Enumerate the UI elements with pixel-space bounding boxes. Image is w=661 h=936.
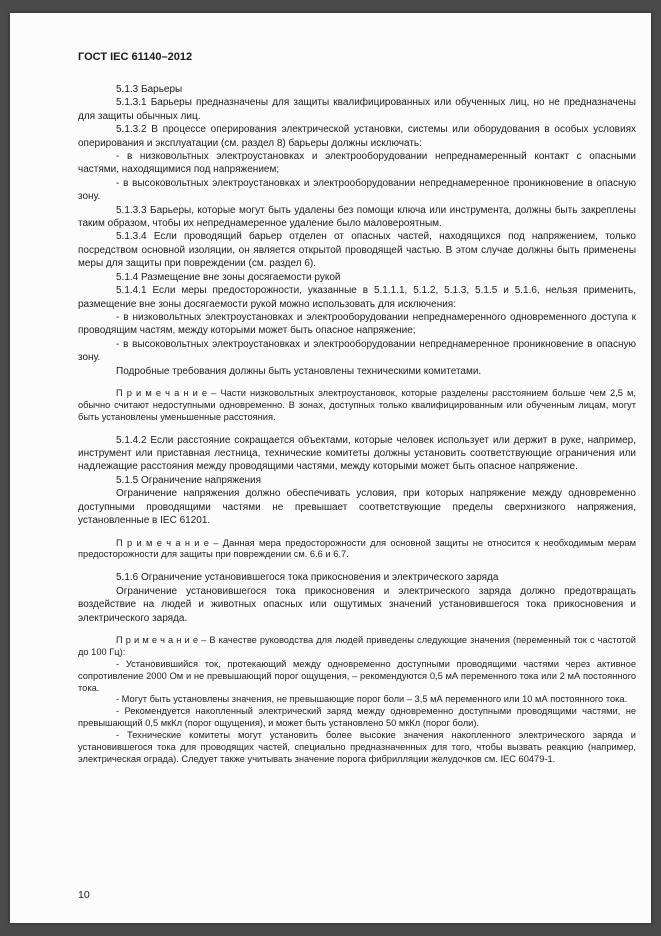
document-standard-title: ГОСТ IEC 61140–2012 bbox=[78, 51, 193, 63]
document-body bbox=[78, 83, 636, 766]
paragraph-5-1-4-1: 5.1.4.1 Если меры предосторожности, указанные в 5.1.1.1, 5.1.2, 5.1.3, 5.1.5 и 5.1.6, нельзя применить, размещение вне зоны досягаемости рукой можно использовать для исключения: bbox=[78, 285, 636, 310]
paragraph-5-1-3-1: 5.1.3.1 Барьеры предназначены для защиты квалифицированных или обученных лиц, но не предназначены для защиты обычных лиц. bbox=[78, 97, 636, 122]
page-number: 10 bbox=[78, 889, 90, 901]
paragraph-detailed-requirements: Подробные требования должны быть установлены техническими комитетами. bbox=[116, 365, 482, 377]
paragraph-current-limit: Ограничение установившегося тока прикосновения и электрического заряда должно предотвращать воздействие на людей и животных опасных или ощутимых значений установившегося тока прикосновения и электрического заряда. bbox=[78, 585, 636, 624]
paragraph-voltage-limit: Ограничение напряжения должно обеспечивать условия, при которых напряжение между одновременно доступными проводящими частями не превышает соответствующие пределы сверхнизкого напряжения, установленные в IEC 61201. bbox=[78, 488, 636, 527]
list-item-dash: - в высоковольтных электроустановках и электрооборудовании непреднамеренное проникновение в опасную зону. bbox=[78, 177, 636, 203]
section-heading-5-1-6: 5.1.6 Ограничение установившегося тока прикосновения и электрического заряда bbox=[116, 572, 499, 584]
note-paragraph: П р и м е ч а н и е – Части низковольтных электроустановок, которые разделены расстоянием больше чем 2,5 м, обычно считают недоступными одновременно. В зонах, доступных только квалифицированным или обученным лицам, могут быть установлены уменьшенные расстояния. bbox=[78, 387, 636, 422]
note-paragraph: П р и м е ч а н и е – Данная мера предосторожности для основной защиты не относится к необходимым мерам предосторожности для защиты при повреждении см. 6.6 и 6.7. bbox=[78, 537, 636, 560]
paragraph-5-1-3-4: 5.1.3.4 Если проводящий барьер отделен от опасных частей, находящихся под напряжением, только посредством основной изоляции, он является открытой проводящей частью. В этом случае должны быть применены меры для защиты при повреждении (см. раздел 6). bbox=[78, 231, 636, 270]
note-list-item-dash: - Рекомендуется накопленный электрический заряд между одновременно доступными проводящими частями, не превышающий 0,5 мкКл (порог ощущения), и может быть установлено 50 мкКл (порог боли). bbox=[78, 706, 636, 729]
paragraph-5-1-4-2: 5.1.4.2 Если расстояние сокращается объектами, которые человек использует или держит в руке, например, инструмент или приставная лестница, технические комитеты должны установить соответствующие ограничения или надлежащие расстояния между проводящими частями, между которыми может быть опасное напряжение. bbox=[78, 434, 636, 473]
list-item-dash: - в низковольтных электроустановках и электрооборудовании непреднамеренного одновременного доступа к проводящим частям, между которыми может быть опасное напряжение; bbox=[78, 311, 636, 337]
note-list-item-dash: - Технические комитеты могут установить более высокие значения накопленного электрического заряда и установившегося тока для проводящих частей, специально предназначенных для того, чтобы вызвать реакцию (например, электрическая ограда). Следует также учитывать значение порога фибрилляции желудочков см. IEC 60479-1. bbox=[78, 730, 636, 764]
list-item-dash: - в высоковольтных электроустановках и электрооборудовании непреднамеренное проникновение в опасную зону. bbox=[78, 338, 636, 364]
document-page bbox=[10, 13, 651, 923]
section-heading-5-1-4: 5.1.4 Размещение вне зоны досягаемости рукой bbox=[116, 271, 341, 283]
section-heading-5-1-3: 5.1.3 Барьеры bbox=[116, 84, 183, 95]
note-list-item-dash: - Могут быть установлены значения, не превышающие порог боли – 3,5 мА переменного или 10 мА постоянного тока. bbox=[116, 694, 628, 705]
list-item-dash: - в низковольтных электроустановках и электрооборудовании непреднамеренный контакт с опасными частями, находящимися под напряжением; bbox=[78, 151, 636, 176]
note-list-item-dash: - Установившийся ток, протекающий между одновременно доступными проводящими частями через активное сопротивление 2000 Ом и не превышающий порог ощущения, – рекомендуются 0,5 мА переменного тока или 2 мА постоянного тока. bbox=[78, 658, 636, 693]
note-paragraph: П р и м е ч а н и е – В качестве руководства для людей приведены следующие значения (переменный ток с частотой до 100 Гц): bbox=[78, 634, 636, 657]
paragraph-5-1-3-3: 5.1.3.3 Барьеры, которые могут быть удалены без помощи ключа или инструмента, должны быть закреплены таким образом, чтобы их непреднамеренное удаление было маловероятным. bbox=[78, 204, 636, 230]
section-heading-5-1-5: 5.1.5 Ограничение напряжения bbox=[116, 474, 262, 486]
paragraph-5-1-3-2: 5.1.3.2 В процессе оперирования электрической установки, системы или оборудования в особых условиях оперирования и эксплуатации (см. раздел 8) барьеры должны исключать: bbox=[78, 124, 636, 149]
